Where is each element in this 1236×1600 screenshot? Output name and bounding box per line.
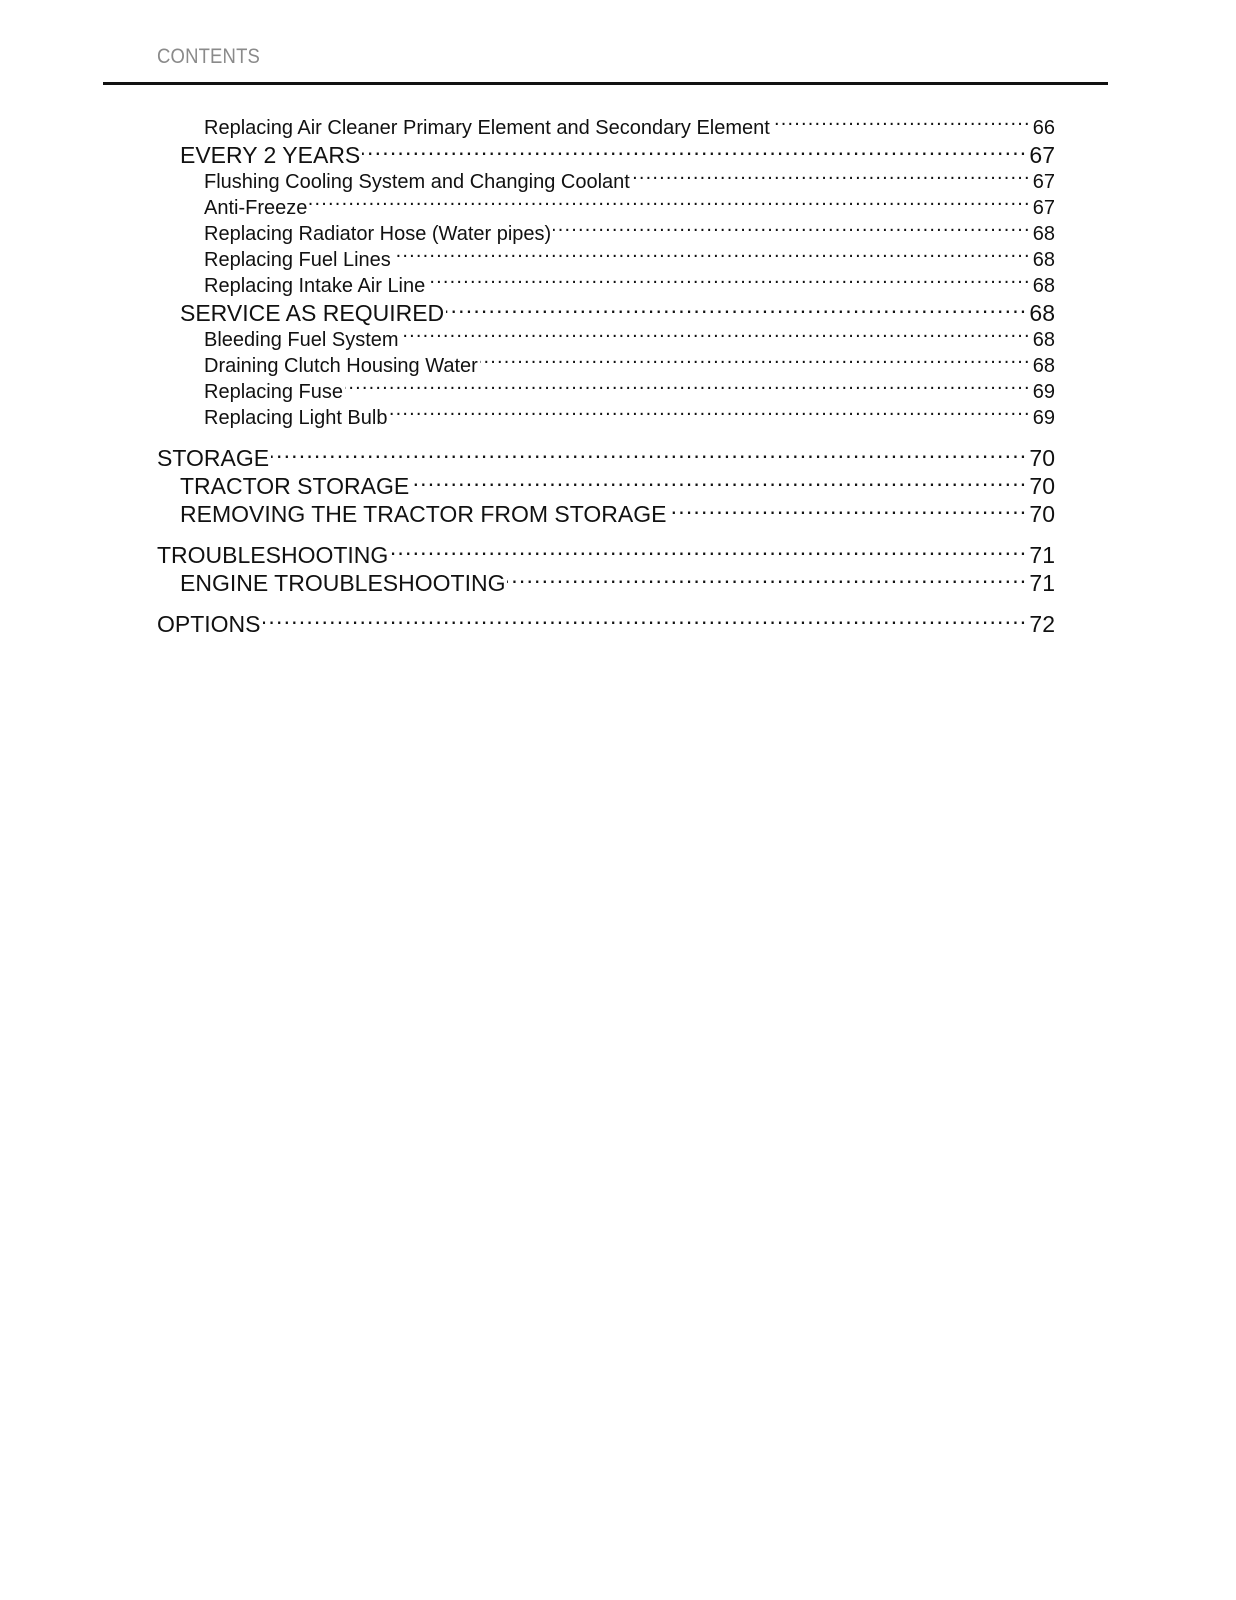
toc-entry-replacing-radiator-hose[interactable] bbox=[157, 220, 1055, 246]
table-of-contents bbox=[157, 114, 1055, 637]
toc-entry-page: 70 bbox=[1029, 501, 1055, 527]
toc-entry-title: Draining Clutch Housing Water bbox=[204, 355, 478, 377]
toc-entry-title: Replacing Fuel Lines bbox=[204, 249, 391, 271]
dot-leader bbox=[480, 352, 1031, 372]
dot-leader bbox=[309, 194, 1030, 214]
toc-entry-page: 70 bbox=[1029, 445, 1055, 471]
toc-entry-page: 69 bbox=[1032, 407, 1055, 429]
toc-entry-page: 66 bbox=[1032, 117, 1055, 139]
toc-entry-title: SERVICE AS REQUIRED bbox=[180, 300, 445, 326]
toc-entry-title: REMOVING THE TRACTOR FROM STORAGE bbox=[180, 501, 667, 527]
section-spacer bbox=[157, 596, 1055, 609]
dot-leader bbox=[632, 168, 1031, 188]
section-spacer bbox=[157, 527, 1055, 540]
toc-entry-page: 69 bbox=[1032, 381, 1055, 403]
toc-entry-page: 67 bbox=[1029, 142, 1055, 168]
toc-entry-page: 71 bbox=[1029, 570, 1055, 596]
toc-entry-removing-tractor-from-storage[interactable] bbox=[157, 499, 1055, 527]
toc-entry-title: TRACTOR STORAGE bbox=[180, 473, 410, 499]
toc-entry-page: 71 bbox=[1029, 542, 1055, 568]
toc-entry-replacing-light-bulb[interactable] bbox=[157, 404, 1055, 430]
dot-leader bbox=[362, 140, 1027, 163]
running-header-title: CONTENTS bbox=[157, 45, 261, 68]
dot-leader bbox=[401, 326, 1031, 346]
dot-leader bbox=[411, 471, 1027, 494]
section-spacer bbox=[157, 430, 1055, 443]
dot-leader bbox=[668, 499, 1027, 522]
toc-entry-anti-freeze[interactable] bbox=[157, 194, 1055, 220]
dot-leader bbox=[446, 298, 1027, 321]
toc-entry-replacing-fuel-lines[interactable] bbox=[157, 246, 1055, 272]
toc-entry-flushing-cooling-system[interactable] bbox=[157, 168, 1055, 194]
dot-leader bbox=[390, 540, 1027, 563]
toc-entry-title: Replacing Intake Air Line bbox=[204, 275, 426, 297]
toc-entry-bleeding-fuel-system[interactable] bbox=[157, 326, 1055, 352]
header-divider bbox=[103, 82, 1108, 85]
toc-entry-page: 67 bbox=[1032, 171, 1055, 193]
dot-leader bbox=[507, 568, 1027, 591]
dot-leader bbox=[345, 378, 1031, 398]
toc-entry-page: 68 bbox=[1029, 300, 1055, 326]
toc-entry-draining-clutch-housing-water[interactable] bbox=[157, 352, 1055, 378]
toc-entry-title: EVERY 2 YEARS bbox=[180, 142, 361, 168]
toc-entry-page: 68 bbox=[1032, 223, 1055, 245]
toc-entry-title: Replacing Fuse bbox=[204, 381, 343, 403]
toc-entry-service-as-required[interactable] bbox=[157, 298, 1055, 326]
dot-leader bbox=[271, 443, 1027, 466]
toc-entry-replacing-intake-air-line[interactable] bbox=[157, 272, 1055, 298]
dot-leader bbox=[553, 220, 1031, 240]
dot-leader bbox=[772, 114, 1031, 134]
toc-entry-page: 67 bbox=[1032, 197, 1055, 219]
toc-entry-title: STORAGE bbox=[157, 445, 270, 471]
dot-leader bbox=[427, 272, 1031, 292]
toc-entry-page: 68 bbox=[1032, 275, 1055, 297]
toc-entry-title: ENGINE TROUBLESHOOTING bbox=[180, 570, 506, 596]
toc-entry-title: Replacing Light Bulb bbox=[204, 407, 388, 429]
toc-entry-page: 68 bbox=[1032, 329, 1055, 351]
dot-leader bbox=[389, 404, 1030, 424]
toc-entry-title: OPTIONS bbox=[157, 611, 261, 637]
toc-entry-title: Bleeding Fuel System bbox=[204, 329, 399, 351]
toc-entry-page: 68 bbox=[1032, 249, 1055, 271]
toc-entry-title: Flushing Cooling System and Changing Coolant bbox=[204, 171, 630, 193]
toc-entry-engine-troubleshooting[interactable] bbox=[157, 568, 1055, 596]
toc-entry-options[interactable] bbox=[157, 609, 1055, 637]
toc-entry-title: Replacing Radiator Hose (Water pipes) bbox=[204, 223, 552, 245]
dot-leader bbox=[263, 609, 1028, 632]
toc-entry-storage[interactable] bbox=[157, 443, 1055, 471]
toc-entry-title: Anti-Freeze bbox=[204, 197, 308, 219]
toc-entry-page: 72 bbox=[1029, 611, 1055, 637]
toc-entry-page: 70 bbox=[1029, 473, 1055, 499]
toc-entry-title: TROUBLESHOOTING bbox=[157, 542, 389, 568]
dot-leader bbox=[393, 246, 1031, 266]
toc-entry-tractor-storage[interactable] bbox=[157, 471, 1055, 499]
toc-entry-replacing-fuse[interactable] bbox=[157, 378, 1055, 404]
toc-entry-every-2-years[interactable] bbox=[157, 140, 1055, 168]
toc-entry-page: 68 bbox=[1032, 355, 1055, 377]
toc-entry-replacing-air-cleaner[interactable] bbox=[157, 114, 1055, 140]
toc-entry-title: Replacing Air Cleaner Primary Element and Secondary Element bbox=[204, 117, 770, 139]
toc-entry-troubleshooting[interactable] bbox=[157, 540, 1055, 568]
